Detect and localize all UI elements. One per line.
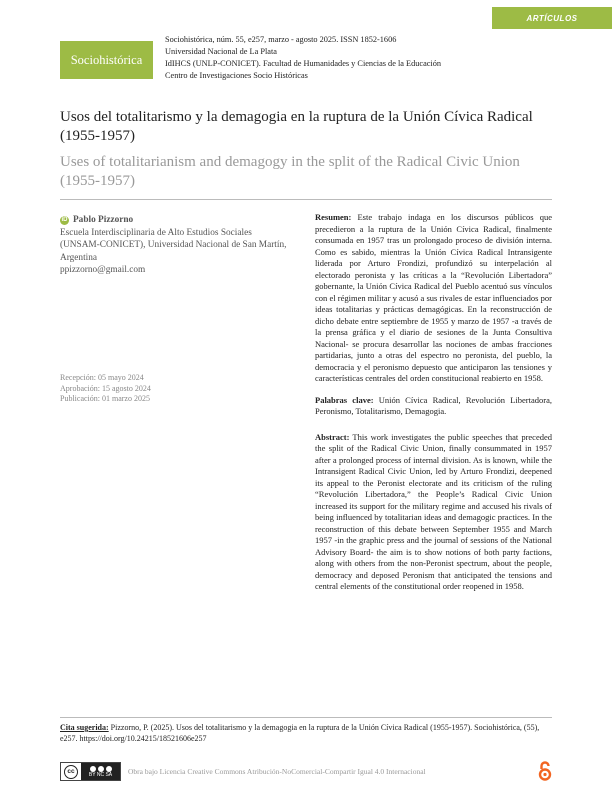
section-badge: ARTÍCULOS	[492, 7, 612, 29]
abstract-text: This work investigates the public speeches that preceded the split of the Radical Civic Union, finally consummated in 1957 after a prolonged process of internal division. As is known, while the Intransigent Radical Civic Union, led by Arturo Frondizi, deepened its appeal to the Peronist electorate and its criticism of the ruling “Revolución Libertadora,” the People’s Radical Civic Union increased its support for the military regime and accused his rivals of being influenced by totalitarian ideas and demagogic practices. In the reconstruction of this debate between September 1955 and March 1957 -in the graphic press and the journal of sessions of the National Advisory Board- the aim is to show notions of both party factions, along with others from the non-Peronist spectrum, about the people, democracy and deposed Peronism that anticipated the tensions and central elements of the constitutional order reopened in 1958.	[315, 431, 552, 591]
resumen-text: Este trabajo indaga en los discursos públicos que precedieron a la ruptura de la Unión Cívica Radical, finalmente consumada en 1957 tras un prolongado proceso de división interna. Como es sabido, mientras la Unión Cívica Radical Intransigente liderada por Arturo Frondizi, profundizó su interpelación al electorado peronista y las críticas a la “Revolución Libertadora” gobernante, la Unión Cívica Radical del Pueblo acentuó sus vínculos con el régimen militar y acusó a sus rivales de estar influenciados por ideas totalitarias y prácticas demagógicas. En la reconstrucción de dicho debate entre septiembre de 1955 y marzo de 1957 -a través de la prensa gráfica y el diario de sesiones de la Junta Consultiva Nacional- se procura desarrollar las nociones de ambas fracciones partidarias, junto a otras del espectro no peronista, del pueblo, la democracia y el peronismo depuesto que anticiparon las tensiones y características centrales del orden constitucional reabierto en 1958.	[315, 212, 552, 383]
resumen-label: Resumen:	[315, 212, 352, 222]
abstract-paragraph	[315, 432, 552, 593]
date-approved: Aprobación: 15 agosto 2024	[60, 383, 151, 393]
license-text: Obra bajo Licencia Creative Commons Atribución-NoComercial-Compartir Igual 4.0 Internacional	[128, 767, 426, 776]
footer-divider	[60, 717, 552, 718]
orcid-icon[interactable]: iD	[61, 217, 68, 223]
author-name-row	[60, 214, 290, 227]
article-dates	[60, 373, 151, 405]
journal-info-line: Centro de Investigaciones Socio Históricas	[165, 71, 308, 80]
title-divider	[60, 199, 552, 200]
keywords-text: Unión Cívica Radical, Revolución Libertadora, Peronismo, Totalitarismo, Demagogia.	[315, 394, 552, 416]
author-email[interactable]: ppizzorno@gmail.com	[60, 265, 146, 275]
author-block	[60, 214, 290, 277]
date-published: Publicación: 01 marzo 2025	[60, 394, 150, 403]
journal-info-line: Universidad Nacional de La Plata	[165, 47, 277, 56]
open-access-icon	[538, 760, 552, 782]
citation-text[interactable]: Pizzorno, P. (2025). Usos del totalitarismo y la demagogia en la ruptura de la Unión Cívica Radical (1955-1957). Sociohistórica, (55), e257. https://doi.org/10.24215/18521606e257	[60, 723, 540, 743]
keywords-paragraph	[315, 395, 552, 418]
abstract-label: Abstract:	[315, 431, 350, 442]
abstract-column	[315, 212, 552, 603]
author-affiliation: Escuela Interdisciplinaria de Alto Estudios Sociales (UNSAM-CONICET), Universidad Nacional de San Martín, Argentina	[60, 227, 287, 263]
journal-info	[165, 34, 441, 82]
cc-terms	[81, 763, 120, 780]
journal-logo: Sociohistórica	[60, 41, 153, 79]
date-received: Recepción: 05 mayo 2024	[60, 373, 144, 382]
resumen-paragraph	[315, 212, 552, 385]
journal-info-line: IdIHCS (UNLP-CONICET). Facultad de Humanidades y Ciencias de la Educación	[165, 59, 442, 68]
article-title-english: Uses of totalitarianism and demagogy in the split of the Radical Civic Union (1955-1957)	[60, 154, 520, 189]
cc-license-badge[interactable]	[60, 762, 121, 781]
keywords-label: Palabras clave:	[315, 394, 374, 405]
cc-icon: cc	[64, 765, 78, 779]
journal-info-line: Sociohistórica, núm. 55, e257, marzo - agosto 2025. ISSN 1852-1606	[165, 35, 397, 44]
citation-label: Cita sugerida:	[60, 723, 109, 732]
cc-logo	[61, 763, 81, 780]
author-name: Pablo Pizzorno	[73, 215, 134, 225]
article-title-spanish: Usos del totalitarismo y la demagogia en la ruptura de la Unión Cívica Radical (1955-1957)	[60, 109, 533, 144]
cc-terms-label: BY NC SA	[88, 771, 113, 778]
suggested-citation	[60, 722, 552, 744]
